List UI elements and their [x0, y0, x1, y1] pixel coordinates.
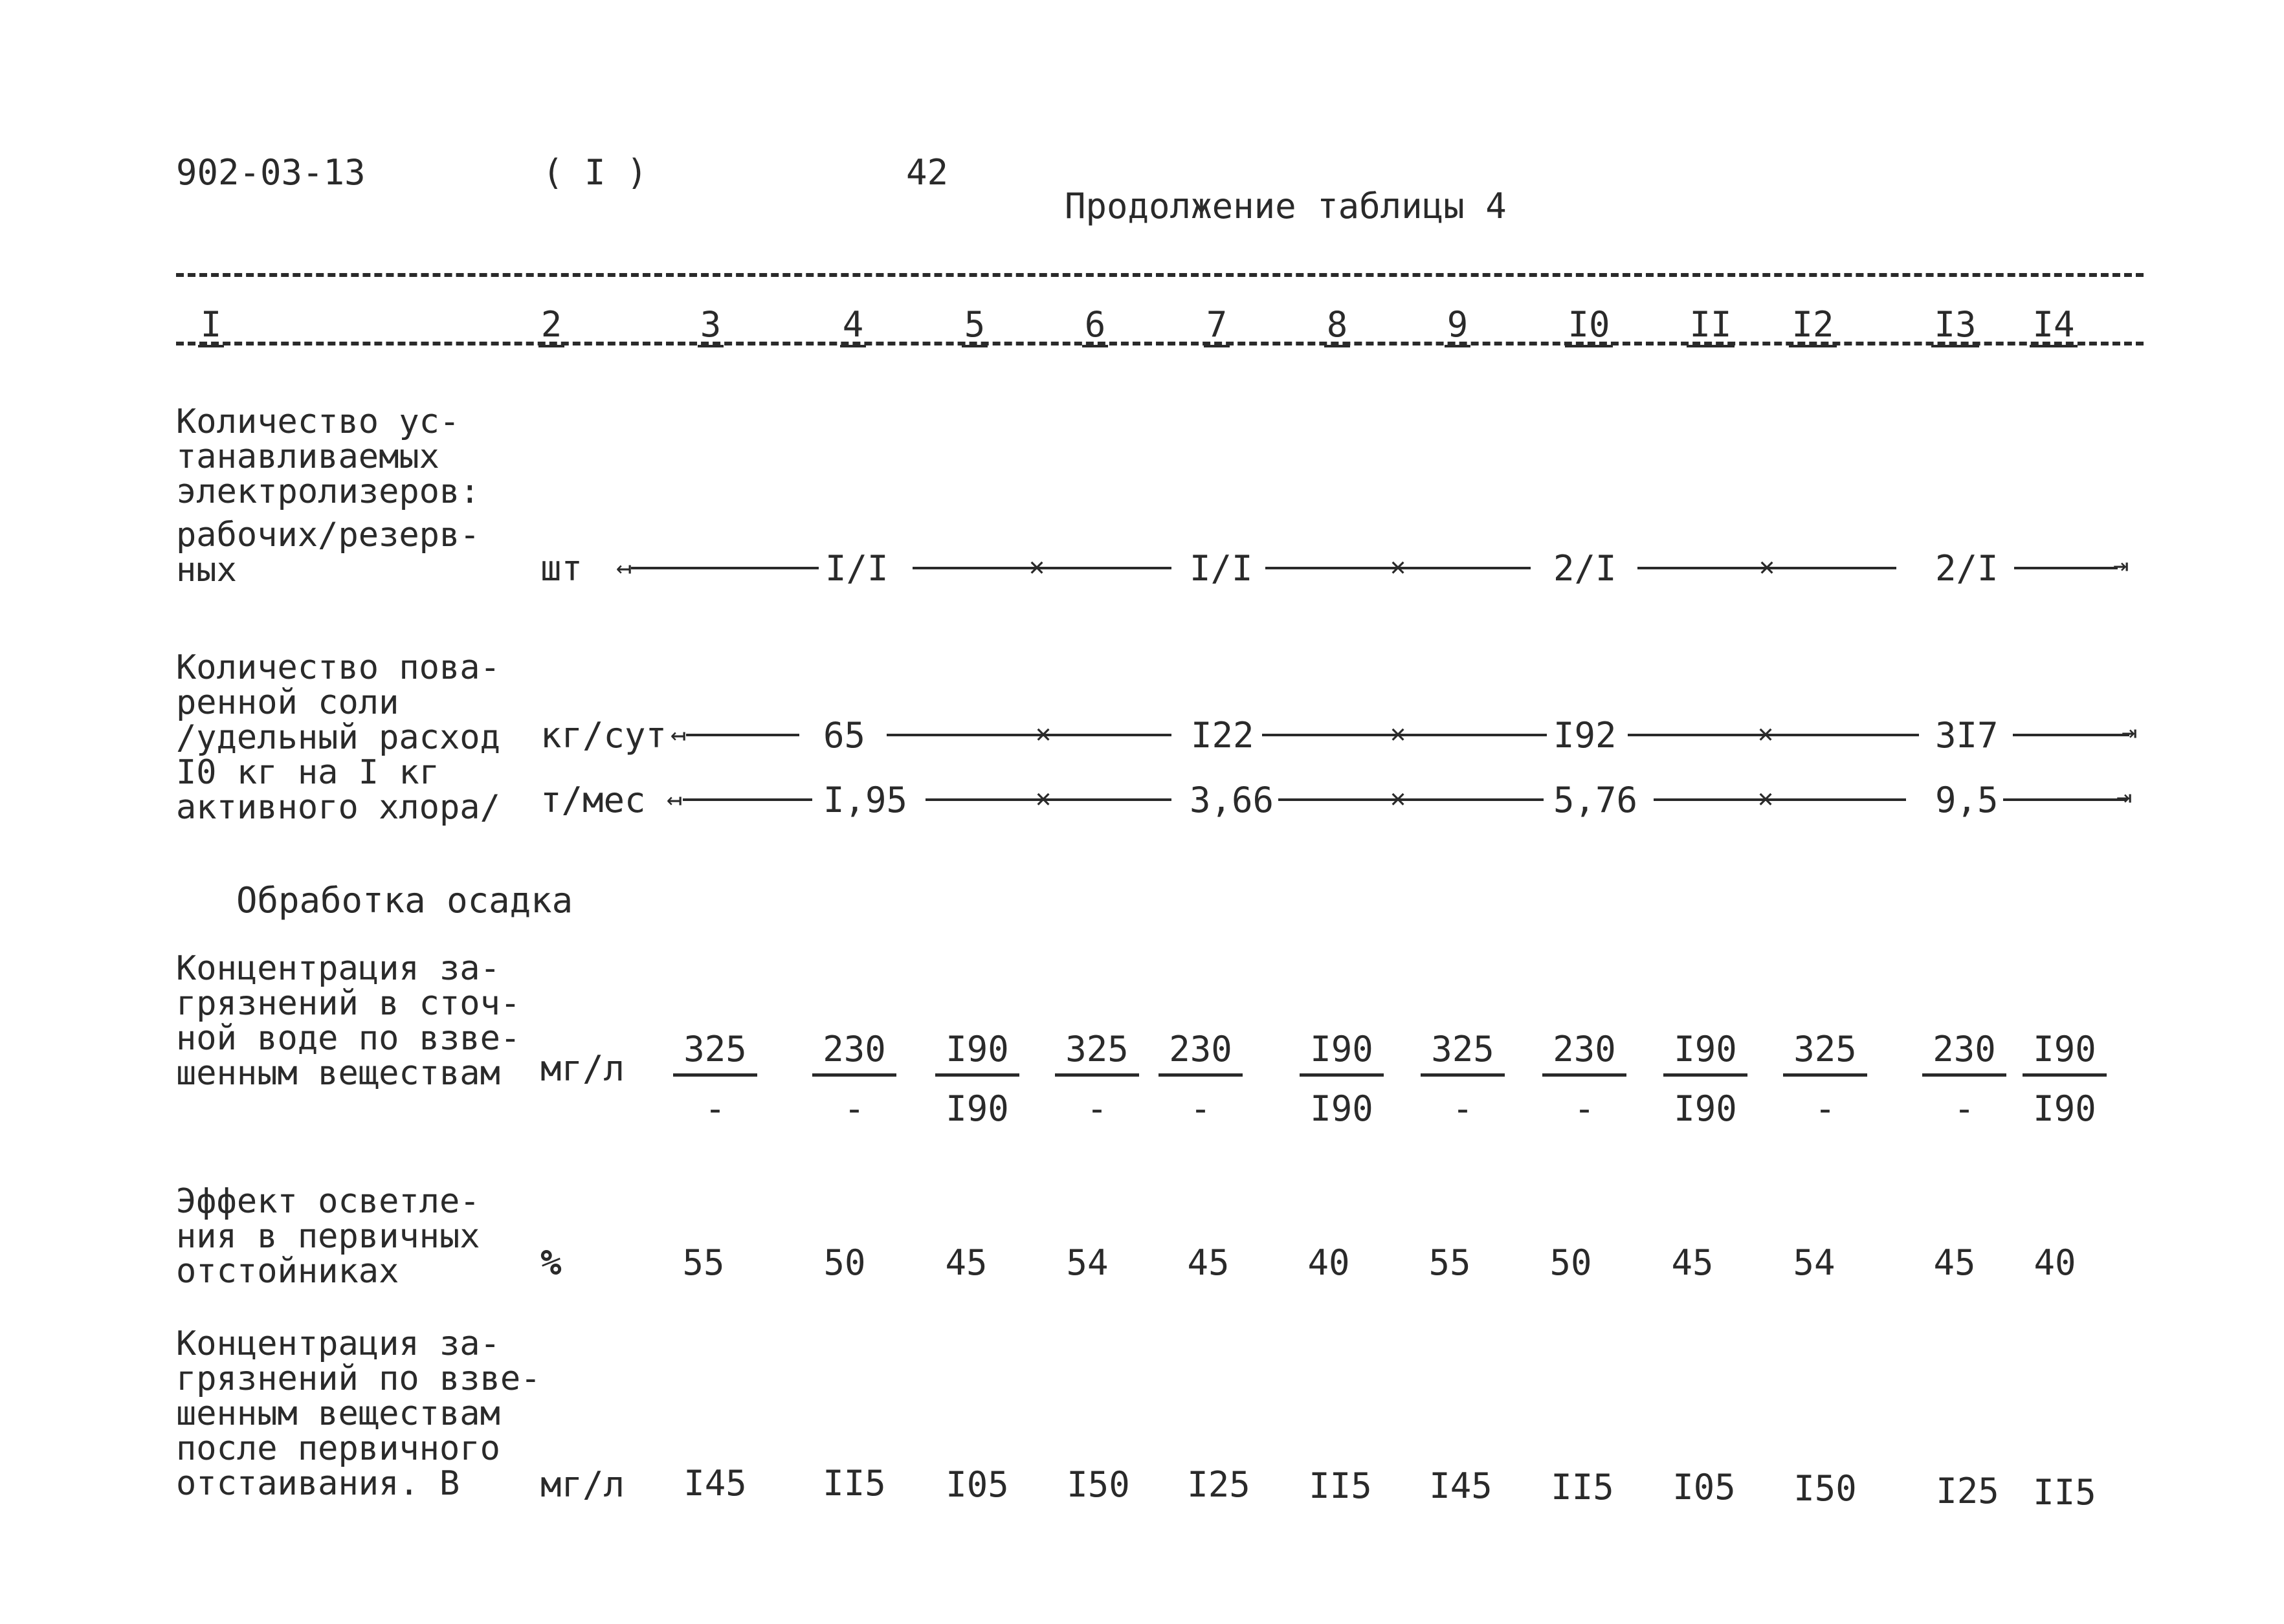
- after-settling-label: Концентрация за- грязнений по взве- шенным веществам после первичного отстаивания. В: [176, 1324, 541, 1503]
- concentration-fraction: $\frac{I90}{I90}$: [1300, 1029, 1384, 1129]
- salt-month-value: 3,66: [1190, 780, 1274, 820]
- after-settling-unit: мг/л: [540, 1464, 625, 1505]
- column-number: I4: [2024, 304, 2083, 345]
- salt-month-value: I,95: [823, 780, 908, 820]
- column-number: 3: [691, 304, 730, 345]
- salt-unit-month: т/мес: [540, 780, 646, 820]
- table-header-rule: [176, 342, 2144, 346]
- after-settling-value: I45: [1429, 1465, 1492, 1506]
- concentration-fraction: 325 -: [1783, 1029, 1867, 1129]
- after-settling-value: II5: [2033, 1472, 2096, 1513]
- section-title: Обработка осадка: [236, 880, 573, 921]
- range-line: [1278, 798, 1544, 801]
- page-number: 42: [906, 152, 949, 193]
- salt-day-value: I92: [1553, 715, 1617, 756]
- column-number: II: [1681, 304, 1740, 345]
- range-end-mark: ⇥: [2122, 718, 2138, 747]
- clarification-value: 54: [1793, 1242, 1835, 1283]
- clarification-label: Эффект осветле- ния в первичных отстойниках: [176, 1182, 480, 1291]
- column-number: I3: [1926, 304, 1984, 345]
- clarification-value: 45: [1933, 1242, 1976, 1283]
- clarification-value: 45: [1671, 1242, 1714, 1283]
- electrolyzers-value: 2/I: [1935, 548, 1999, 589]
- range-mark: ✕: [1390, 719, 1406, 749]
- clarification-value: 54: [1066, 1242, 1109, 1283]
- after-settling-value: I05: [1672, 1467, 1736, 1508]
- range-end-mark: ⇥: [2116, 782, 2133, 812]
- electrolyzers-value: I/I: [1190, 548, 1253, 589]
- concentration-fraction: 325 -: [1055, 1029, 1139, 1129]
- concentration-fraction: 230 -: [1922, 1029, 2006, 1129]
- column-number: 9: [1438, 304, 1477, 345]
- after-settling-value: I25: [1936, 1471, 1999, 1511]
- document-part: ( I ): [542, 152, 648, 193]
- column-number: 4: [834, 304, 872, 345]
- range-line: [1654, 798, 1906, 801]
- column-number: 8: [1318, 304, 1357, 345]
- after-settling-value: II5: [1551, 1467, 1614, 1508]
- clarification-value: 50: [1549, 1242, 1592, 1283]
- range-start-mark: ↤: [616, 553, 632, 583]
- clarification-value: 55: [1428, 1242, 1471, 1283]
- range-mark: ✕: [1390, 552, 1406, 582]
- electrolyzers-label: Количество ус- танавливаемых электролизеров:: [176, 402, 480, 511]
- clarification-value: 45: [945, 1242, 988, 1283]
- range-mark: ✕: [1029, 552, 1045, 582]
- salt-label: Количество пова- ренной соли /удельный расход I0 кг на I кг активного хлора/: [176, 648, 500, 827]
- concentration-fraction: $\frac{I90}{I90}$: [1663, 1029, 1747, 1129]
- column-number: 6: [1076, 304, 1114, 345]
- concentration-fraction: $\frac{I90}{I90}$: [935, 1029, 1019, 1129]
- concentration-fraction: 325 -: [1421, 1029, 1505, 1129]
- table-top-rule: [176, 273, 2144, 277]
- range-line: [686, 734, 799, 736]
- range-line: [683, 798, 812, 801]
- salt-day-value: 65: [823, 715, 866, 756]
- salt-month-value: 5,76: [1553, 780, 1638, 820]
- concentration-fraction: $\frac{I90}{I90}$: [2023, 1029, 2107, 1129]
- electrolyzers-value: 2/I: [1553, 548, 1617, 589]
- salt-day-value: 3I7: [1935, 715, 1999, 756]
- clarification-value: 40: [1307, 1242, 1350, 1283]
- concentration-label: Концентрация за- грязнений в сточ- ной воде по взве- шенным веществам: [176, 949, 521, 1093]
- clarification-value: 40: [2034, 1242, 2076, 1283]
- after-settling-value: I50: [1067, 1464, 1130, 1505]
- column-number: 7: [1197, 304, 1236, 345]
- column-number: I0: [1560, 304, 1618, 345]
- range-line: [2003, 798, 2126, 801]
- range-line: [2013, 734, 2129, 736]
- after-settling-value: I50: [1793, 1468, 1857, 1509]
- clarification-value: 55: [682, 1242, 725, 1283]
- clarification-value: 45: [1187, 1242, 1230, 1283]
- after-settling-value: II5: [823, 1463, 886, 1504]
- after-settling-value: I45: [683, 1463, 747, 1504]
- electrolyzers-value: I/I: [825, 548, 889, 589]
- range-start-mark: ↤: [671, 720, 687, 750]
- electrolyzers-unit: шт: [540, 548, 583, 589]
- range-end-mark: ⇥: [2113, 551, 2129, 580]
- range-start-mark: ↤: [667, 785, 683, 815]
- concentration-unit: мг/л: [540, 1048, 625, 1089]
- salt-unit-day: кг/сут: [540, 715, 667, 756]
- after-settling-value: I05: [946, 1464, 1009, 1505]
- column-number: I: [192, 304, 230, 345]
- range-mark: ✕: [1036, 719, 1052, 749]
- range-mark: ✕: [1759, 552, 1775, 582]
- concentration-fraction: 230 -: [1542, 1029, 1626, 1129]
- range-line: [631, 567, 819, 569]
- range-mark: ✕: [1390, 784, 1406, 813]
- salt-month-value: 9,5: [1935, 780, 1999, 820]
- electrolyzers-sublabel: рабочих/резерв- ных: [176, 516, 480, 589]
- range-mark: ✕: [1036, 784, 1052, 813]
- clarification-value: 50: [823, 1242, 866, 1283]
- concentration-fraction: 230 -: [812, 1029, 896, 1129]
- salt-day-value: I22: [1191, 715, 1254, 756]
- concentration-fraction: 325 -: [673, 1029, 757, 1129]
- after-settling-value: I25: [1187, 1464, 1250, 1505]
- table-caption: Продолжение таблицы 4: [1065, 186, 1507, 226]
- range-mark: ✕: [1758, 719, 1774, 749]
- clarification-unit: %: [540, 1242, 562, 1283]
- column-number: 2: [532, 304, 571, 345]
- range-line: [887, 734, 1171, 736]
- column-number: 5: [955, 304, 994, 345]
- column-number: I2: [1784, 304, 1842, 345]
- after-settling-value: II5: [1309, 1465, 1372, 1506]
- document-number: 902-03-13: [176, 152, 366, 193]
- concentration-fraction: 230 -: [1159, 1029, 1243, 1129]
- range-mark: ✕: [1758, 784, 1774, 813]
- range-line: [2014, 567, 2118, 569]
